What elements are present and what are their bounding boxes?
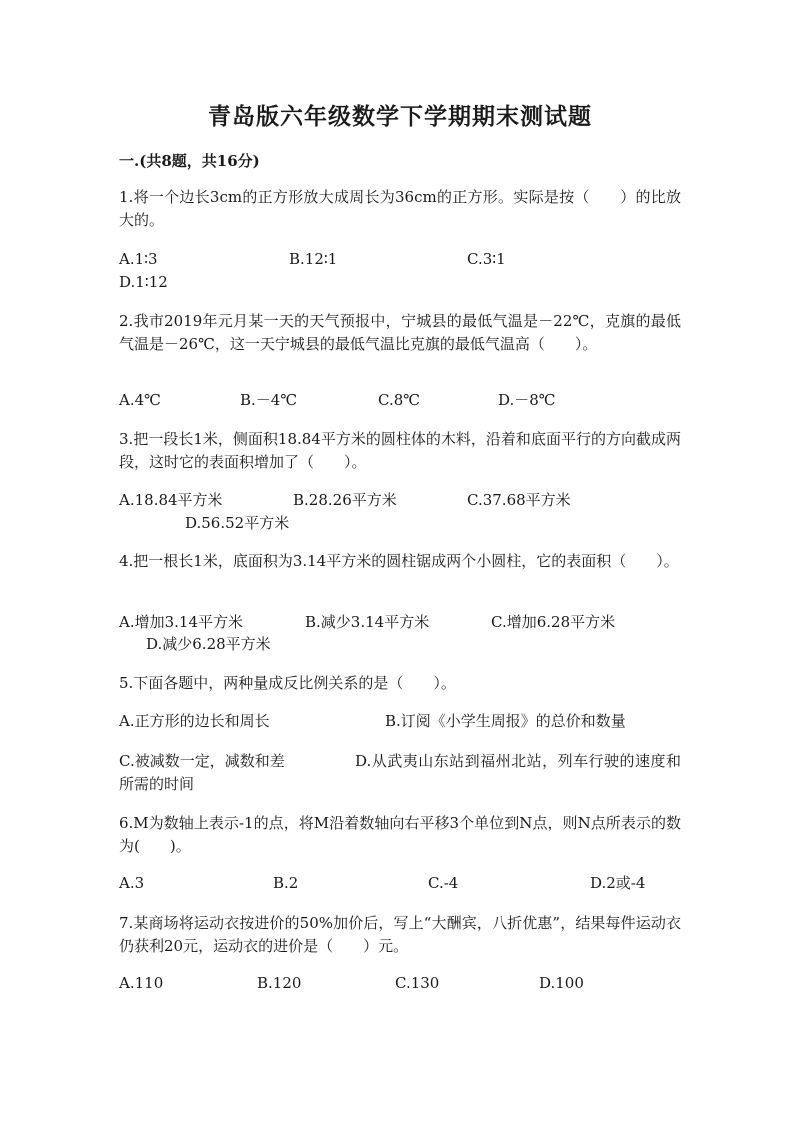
question-6-option-d: D.2或-4 bbox=[590, 874, 646, 892]
question-5-option-d: D.从武夷山东站到福州北站，列车行驶的速度和所需的时间 bbox=[119, 752, 681, 793]
question-3-option-c: C.37.68平方米 bbox=[467, 491, 571, 509]
question-1-option-a: A.1∶3 bbox=[119, 250, 158, 268]
question-6-option-c: C.-4 bbox=[428, 874, 459, 892]
question-6-text: 6.M为数轴上表示-1的点，将M沿着数轴向右平移3个单位到N点，则N点所表示的数为( )。 bbox=[119, 814, 681, 855]
question-2-text: 2.我市2019年元月某一天的天气预报中，宁城县的最低气温是－22℃，克旗的最低气温是－26℃，这一天宁城县的最低气温比克旗的最低气温高（ ）。 bbox=[119, 312, 681, 353]
question-5-option-c: C.被减数一定，减数和差 bbox=[119, 752, 285, 770]
question-1-option-d: D.1∶12 bbox=[119, 273, 168, 291]
question-7-option-c: C.130 bbox=[395, 974, 440, 992]
question-7-text: 7.某商场将运动衣按进价的50%加价后，写上“大酬宾，八折优惠”，结果每件运动衣仍获利20元，运动衣的进价是（ ）元。 bbox=[119, 914, 681, 955]
question-5-option-b: B.订阅《小学生周报》的总价和数量 bbox=[385, 712, 626, 730]
question-3-option-a: A.18.84平方米 bbox=[119, 491, 223, 509]
question-3-option-d: D.56.52平方米 bbox=[185, 514, 290, 532]
question-4-option-a: A.增加3.14平方米 bbox=[119, 613, 243, 631]
question-2-option-a: A.4℃ bbox=[119, 391, 161, 409]
question-1-option-c: C.3∶1 bbox=[467, 250, 506, 268]
question-7-option-b: B.120 bbox=[257, 974, 302, 992]
question-7-option-d: D.100 bbox=[539, 974, 584, 992]
question-4-option-b: B.减少3.14平方米 bbox=[305, 613, 430, 631]
page-title: 青岛版六年级数学下学期期末测试题 bbox=[208, 103, 592, 130]
question-1-option-b: B.12∶1 bbox=[289, 250, 338, 268]
question-4-text: 4.把一根长1米，底面积为3.14平方米的圆柱锯成两个小圆柱，它的表面积（ ）。 bbox=[119, 552, 679, 570]
question-2-option-b: B.－4℃ bbox=[240, 391, 298, 409]
question-1-text: 1.将一个边长3cm的正方形放大成周长为36cm的正方形。实际是按（ ）的比放大的。 bbox=[119, 188, 681, 229]
question-4-option-c: C.增加6.28平方米 bbox=[491, 613, 616, 631]
question-2-option-d: D.－8℃ bbox=[498, 391, 556, 409]
question-5-option-a: A.正方形的边长和周长 bbox=[119, 712, 270, 730]
question-5-text: 5.下面各题中，两种量成反比例关系的是（ ）。 bbox=[119, 674, 456, 692]
section-heading: 一.(共8题，共16分) bbox=[119, 152, 260, 170]
question-3-text: 3.把一段长1米，侧面积18.84平方米的圆柱体的木料，沿着和底面平行的方向截成两段，这时它的表面积增加了（ ）。 bbox=[119, 430, 681, 471]
question-6-option-a: A.3 bbox=[119, 874, 145, 892]
question-3-option-b: B.28.26平方米 bbox=[293, 491, 397, 509]
question-2-option-c: C.8℃ bbox=[378, 391, 421, 409]
question-4-option-d: D.减少6.28平方米 bbox=[146, 635, 271, 653]
question-7-option-a: A.110 bbox=[119, 974, 164, 992]
question-6-option-b: B.2 bbox=[273, 874, 299, 892]
